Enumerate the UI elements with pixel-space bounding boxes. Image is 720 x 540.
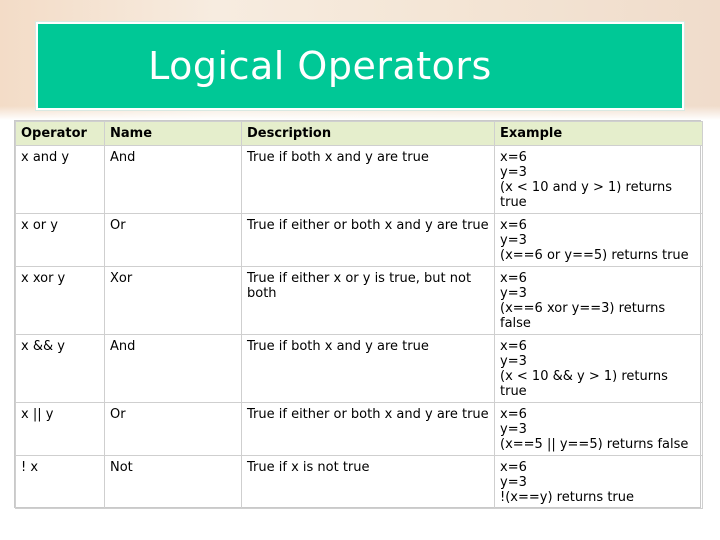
cell-name: Or [105,403,242,456]
cell-operator: x && y [16,335,105,403]
cell-description: True if both x and y are true [242,335,495,403]
example-line: (x < 10 and y > 1) returns [500,180,673,195]
slide-title: Logical Operators [148,44,492,88]
table-row [16,214,703,267]
cell-example [495,214,703,267]
table-row [16,267,703,335]
example-line: true [500,195,527,210]
example-line: y=3 [500,233,527,248]
cell-example [495,146,703,214]
cell-example [495,335,703,403]
example-line: y=3 [500,286,527,301]
example-line: x=6 [500,460,527,475]
cell-operator: x xor y [16,267,105,335]
example-line: x=6 [500,407,527,422]
title-banner [36,22,684,110]
example-line: x=6 [500,339,527,354]
cell-description: True if either or both x and y are true [242,214,495,267]
example-line: false [500,316,531,331]
example-line: x=6 [500,271,527,286]
cell-name: And [105,146,242,214]
example-line: (x==5 || y==5) returns false [500,437,689,452]
operators-table-container [14,120,701,508]
cell-name: And [105,335,242,403]
cell-name: Xor [105,267,242,335]
example-line: true [500,384,527,399]
table-row [16,146,703,214]
cell-description: True if either or both x and y are true [242,403,495,456]
cell-operator: x and y [16,146,105,214]
cell-operator: ! x [16,456,105,509]
header-operator: Operator [16,122,105,146]
cell-name: Not [105,456,242,509]
table-header-row [16,122,703,146]
example-line: (x==6 or y==5) returns true [500,248,689,263]
example-line: x=6 [500,218,527,233]
cell-example [495,456,703,509]
example-line: y=3 [500,475,527,490]
cell-description: True if x is not true [242,456,495,509]
example-line: (x==6 xor y==3) returns [500,301,666,316]
cell-example [495,403,703,456]
cell-description: True if either x or y is true, but not both [242,267,495,335]
header-description: Description [242,122,495,146]
example-line: y=3 [500,354,527,369]
cell-example [495,267,703,335]
example-line: y=3 [500,165,527,180]
cell-operator: x or y [16,214,105,267]
header-example: Example [495,122,703,146]
example-line: !(x==y) returns true [500,490,634,505]
table-row [16,403,703,456]
example-line: (x < 10 && y > 1) returns [500,369,668,384]
example-line: x=6 [500,150,527,165]
table-row [16,335,703,403]
operators-table [15,121,703,509]
table-row [16,456,703,509]
example-line: y=3 [500,422,527,437]
cell-description: True if both x and y are true [242,146,495,214]
cell-operator: x || y [16,403,105,456]
cell-name: Or [105,214,242,267]
header-name: Name [105,122,242,146]
